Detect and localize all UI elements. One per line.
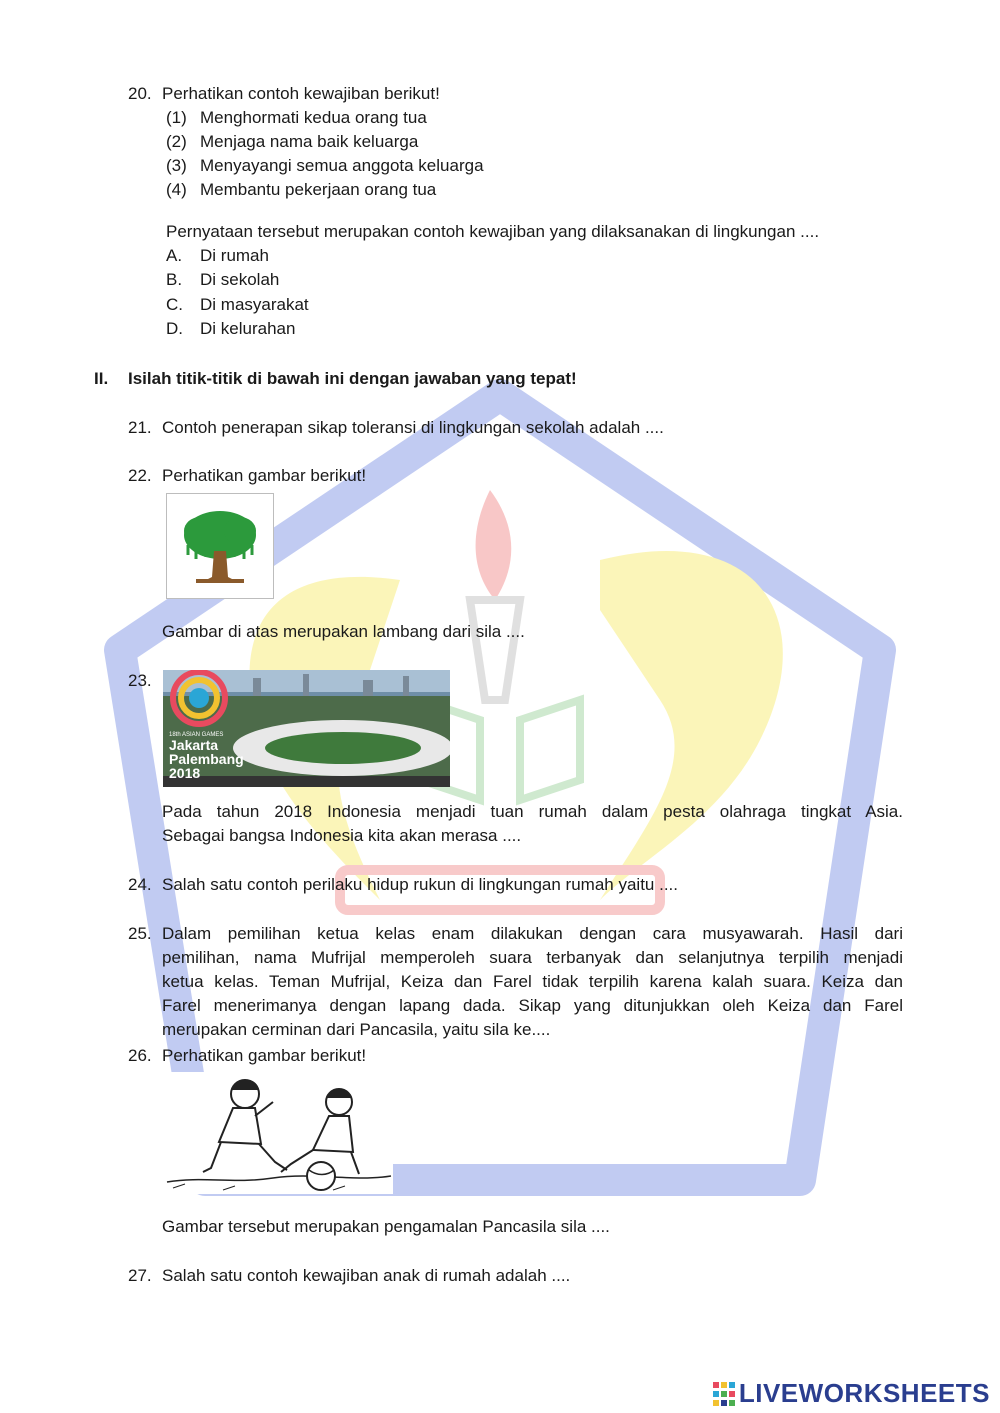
q25-line: Farel menerimanya dengan lapang dada. Sikap yang ditunjukkan oleh Keiza dan Farel	[162, 996, 903, 1015]
q27-text: Salah satu contoh kewajiban anak di rumah adalah ....	[162, 1266, 571, 1285]
q20-item-text: Menjaga nama baik keluarga	[200, 132, 419, 151]
q25-line: Dalam pemilihan ketua kelas enam dilakukan dengan cara musyawarah. Hasil dari	[162, 924, 903, 943]
q25-line: ketua kelas. Teman Mufrijal, Keiza dan Farel tidak terpilih karena kalah suara. Keiza dan	[162, 972, 903, 991]
option-letter: A.	[166, 246, 183, 265]
q20-number: 20.	[128, 84, 152, 103]
option-letter: B.	[166, 270, 183, 289]
q21-text: Contoh penerapan sikap toleransi di lingkungan sekolah adalah ....	[162, 418, 664, 437]
option-letter: C.	[166, 295, 183, 314]
children-talking-image	[163, 1072, 393, 1194]
q25-number: 25.	[128, 924, 152, 943]
q20-item-text: Menghormati kedua orang tua	[200, 108, 427, 127]
q20-item-number: (1)	[166, 108, 187, 127]
asian-games-stadium-image	[163, 670, 450, 787]
q23-line: Pada tahun 2018 Indonesia menjadi tuan rumah dalam pesta olahraga tingkat Asia.	[162, 802, 903, 821]
q26-number: 26.	[128, 1046, 152, 1065]
banyan-tree-image	[166, 493, 274, 599]
q25-line: merupakan cerminan dari Pancasila, yaitu sila ke....	[162, 1020, 551, 1039]
q20-item-number: (2)	[166, 132, 187, 151]
q25-line: pemilihan, nama Mufrijal memperoleh suara terbanyak dan selanjutnya terpilih menjadi	[162, 948, 903, 967]
q23-text	[162, 800, 903, 848]
q20-item-text: Membantu pekerjaan orang tua	[200, 180, 437, 199]
option-text: Di sekolah	[200, 270, 280, 289]
jakarta-label: Jakarta	[169, 737, 219, 753]
q22-number: 22.	[128, 466, 152, 485]
section-title: Isilah titik-titik di bawah ini dengan jawaban yang tepat!	[128, 369, 577, 388]
year-label: 2018	[169, 765, 201, 781]
liveworksheets-text: LIVEWORKSHEETS	[738, 1378, 990, 1408]
q27-number: 27.	[128, 1266, 152, 1285]
q20-statement: Pernyataan tersebut merupakan contoh kewajiban yang dilaksanakan di lingkungan ....	[166, 222, 820, 241]
q20-item-number: (3)	[166, 156, 187, 175]
q24-text: Salah satu contoh perilaku hidup rukun di lingkungan rumah yaitu ....	[162, 875, 678, 894]
q22-text: Perhatikan gambar berikut!	[162, 466, 367, 485]
q20-item-text: Menyayangi semua anggota keluarga	[200, 156, 484, 175]
q24-number: 24.	[128, 875, 152, 894]
option-text: Di kelurahan	[200, 319, 296, 338]
asian-games-label: 18th ASIAN GAMES	[169, 732, 224, 738]
liveworksheets-brand	[713, 1378, 990, 1409]
q22-caption: Gambar di atas merupakan lambang dari sila ....	[162, 622, 525, 641]
q20-item-number: (4)	[166, 180, 187, 199]
liveworksheets-logo-icon	[713, 1382, 735, 1406]
q21-number: 21.	[128, 418, 152, 437]
q25-text	[162, 922, 903, 1042]
q26-caption: Gambar tersebut merupakan pengamalan Pancasila sila ....	[162, 1217, 610, 1236]
q20-text: Perhatikan contoh kewajiban berikut!	[162, 84, 440, 103]
option-text: Di rumah	[200, 246, 269, 265]
option-letter: D.	[166, 319, 183, 338]
q26-text: Perhatikan gambar berikut!	[162, 1046, 367, 1065]
option-text: Di masyarakat	[200, 295, 309, 314]
q23-line: Sebagai bangsa Indonesia kita akan merasa ....	[162, 826, 522, 845]
palembang-label: Palembang	[169, 751, 244, 767]
q23-number: 23.	[128, 671, 152, 690]
section-numeral: II.	[94, 369, 109, 388]
